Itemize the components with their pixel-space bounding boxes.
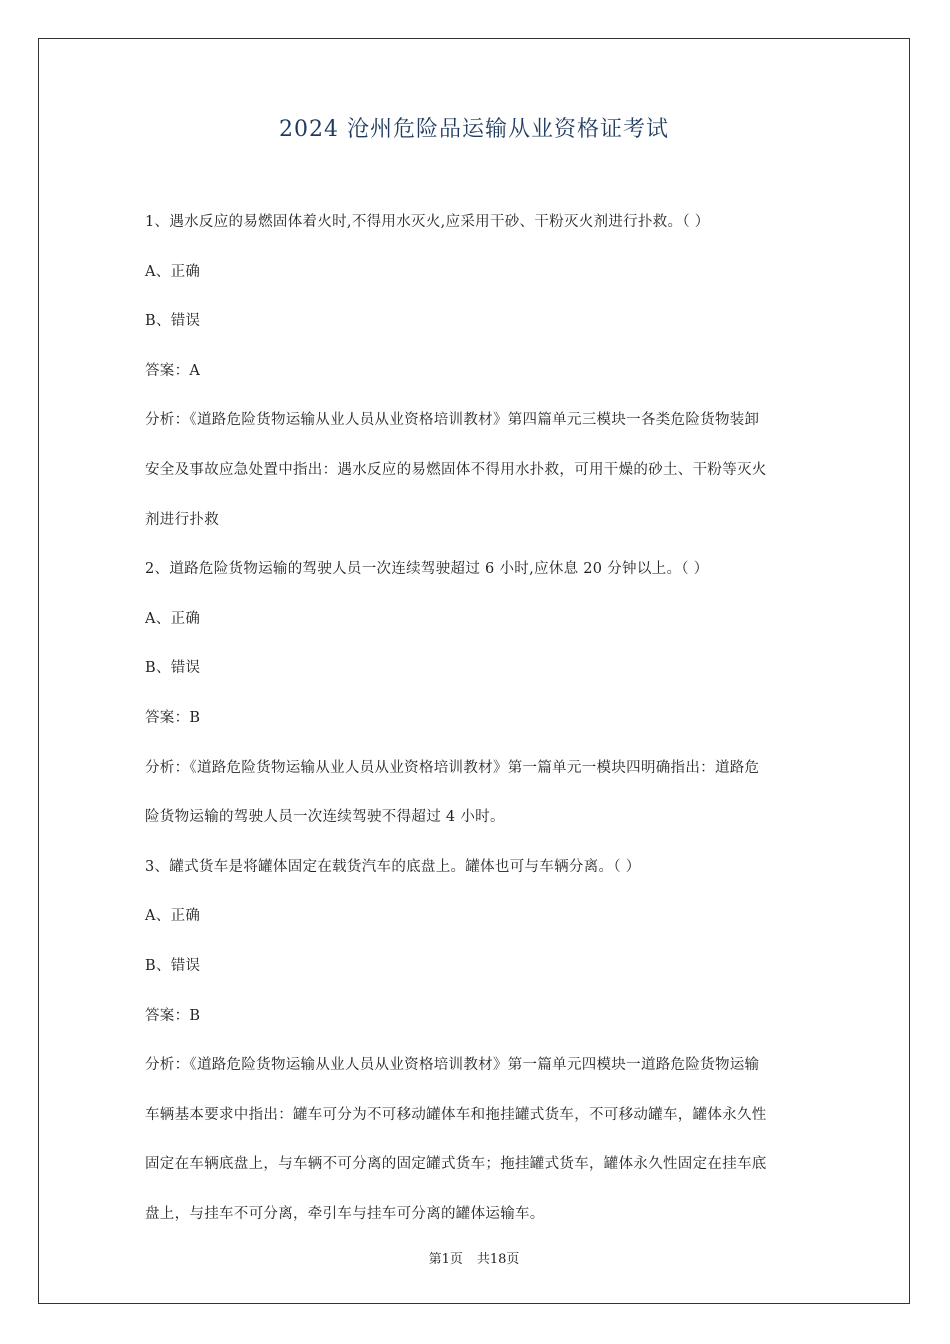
question-3-option-b: B、错误 [145, 957, 201, 974]
question-2-analysis-line-2: 险货物运输的驾驶人员一次连续驾驶不得超过 4 小时。 [145, 809, 505, 826]
question-1-option-b: B、错误 [145, 313, 201, 330]
question-2-option-a: A、正确 [145, 610, 201, 627]
question-3-text: 3、罐式货车是将罐体固定在载货汽车的底盘上。罐体也可与车辆分离。（ ） [145, 858, 641, 875]
question-1-answer: 答案：A [145, 362, 201, 379]
question-3-analysis-line-1: 分析：《道路危险货物运输从业人员从业资格培训教材》第一篇单元四模块一道路危险货物运输 [145, 1057, 760, 1074]
question-2-answer: 答案：B [145, 709, 201, 726]
page-footer [38, 1248, 910, 1267]
question-2-analysis-line-1: 分析：《道路危险货物运输从业人员从业资格培训教材》第一篇单元一模块四明确指出：道路危 [145, 759, 760, 776]
question-2-text: 2、道路危险货物运输的驾驶人员一次连续驾驶超过 6 小时,应休息 20 分钟以上。（ ） [145, 561, 709, 578]
document-body [145, 198, 810, 1239]
question-3-answer: 答案：B [145, 1007, 201, 1024]
question-3-analysis-line-4: 盘上，与挂车不可分离，牵引车与挂车可分离的罐体运输车。 [145, 1205, 545, 1222]
page-total: 共18页 [476, 1252, 520, 1267]
question-3-analysis-line-3: 固定在车辆底盘上，与车辆不可分离的固定罐式货车；拖挂罐式货车，罐体永久性固定在挂车底 [145, 1156, 767, 1173]
question-1-analysis-line-2: 安全及事故应急处置中指出：遇水反应的易燃固体不得用水扑救，可用干燥的砂土、干粉等灭火 [145, 461, 767, 478]
question-2-option-b: B、错误 [145, 660, 201, 677]
question-3-option-a: A、正确 [145, 908, 201, 925]
question-1-option-a: A、正确 [145, 263, 201, 280]
question-1-analysis-line-1: 分析：《道路危险货物运输从业人员从业资格培训教材》第四篇单元三模块一各类危险货物装卸 [145, 412, 760, 429]
page-number: 第1页 [428, 1252, 463, 1267]
document-title: 2024 沧州危险品运输从业资格证考试 [279, 117, 669, 142]
question-1-text: 1、遇水反应的易燃固体着火时,不得用水灭火,应采用干砂、干粉灭火剂进行扑救。（ ） [145, 214, 710, 230]
question-1-analysis-line-3: 剂进行扑救 [145, 511, 219, 528]
question-3-analysis-line-2: 车辆基本要求中指出：罐车可分为不可移动罐体车和拖挂罐式货车，不可移动罐车，罐体永久性 [145, 1106, 767, 1123]
